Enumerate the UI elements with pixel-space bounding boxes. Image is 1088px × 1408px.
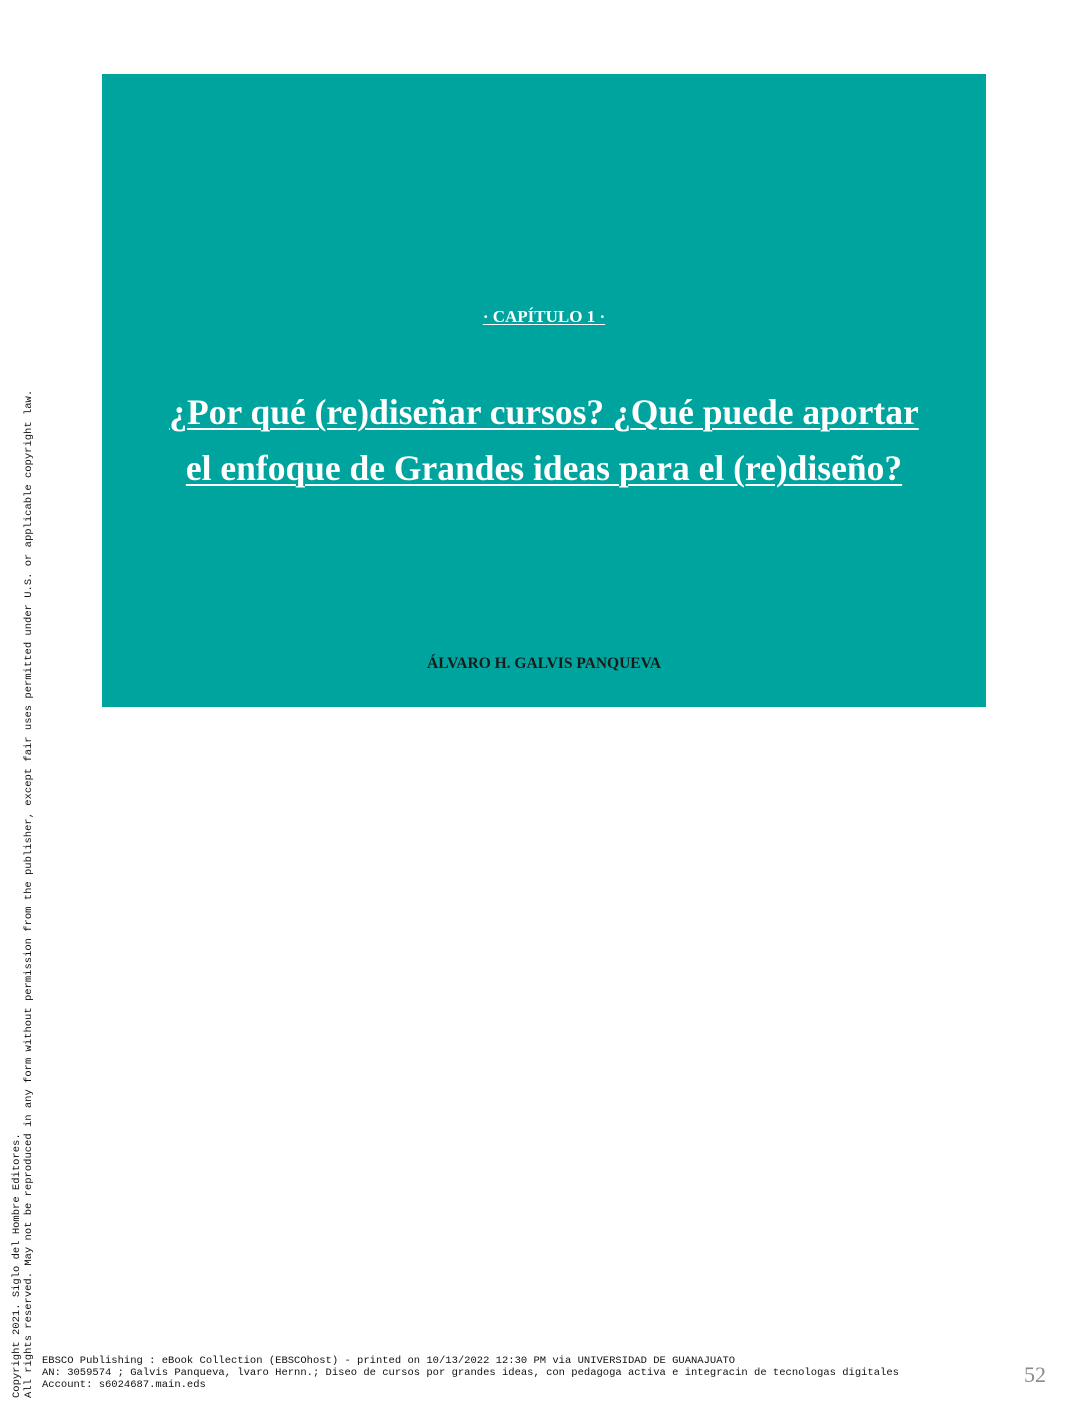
chapter-banner [102, 74, 986, 707]
chapter-title-line-1: ¿Por qué (re)diseñar cursos? ¿Qué puede aportar [169, 392, 919, 432]
footer-line-2: AN: 3059574 ; Galvis Panqueva, lvaro Hernn.; Diseo de cursos por grandes ideas, con pedagoga activa e integracin de tecnologas digitales [42, 1367, 899, 1379]
chapter-author: ÁLVARO H. GALVIS PANQUEVA [427, 655, 661, 672]
side-copyright-notice [11, 348, 35, 1398]
page-number: 52 [1024, 1362, 1046, 1387]
chapter-title [122, 384, 966, 496]
footer-line-1: EBSCO Publishing : eBook Collection (EBSCOhost) - printed on 10/13/2022 12:30 PM via UNIVERSIDAD DE GUANAJUATO [42, 1355, 736, 1367]
page-footer [42, 1355, 982, 1391]
chapter-label: · CAPÍTULO 1 · [482, 307, 606, 326]
side-copyright-line-2: All rights reserved. May not be reproduced in any form without permission from the publisher, except fair uses permitted under U.S. or applicable copyright law. [23, 389, 35, 1398]
chapter-title-line-2: el enfoque de Grandes ideas para el (re)diseño? [185, 448, 903, 488]
footer-line-3: Account: s6024687.main.eds [42, 1379, 206, 1391]
side-copyright-line-1: Copyright 2021. Siglo del Hombre Editores. [11, 1133, 23, 1398]
